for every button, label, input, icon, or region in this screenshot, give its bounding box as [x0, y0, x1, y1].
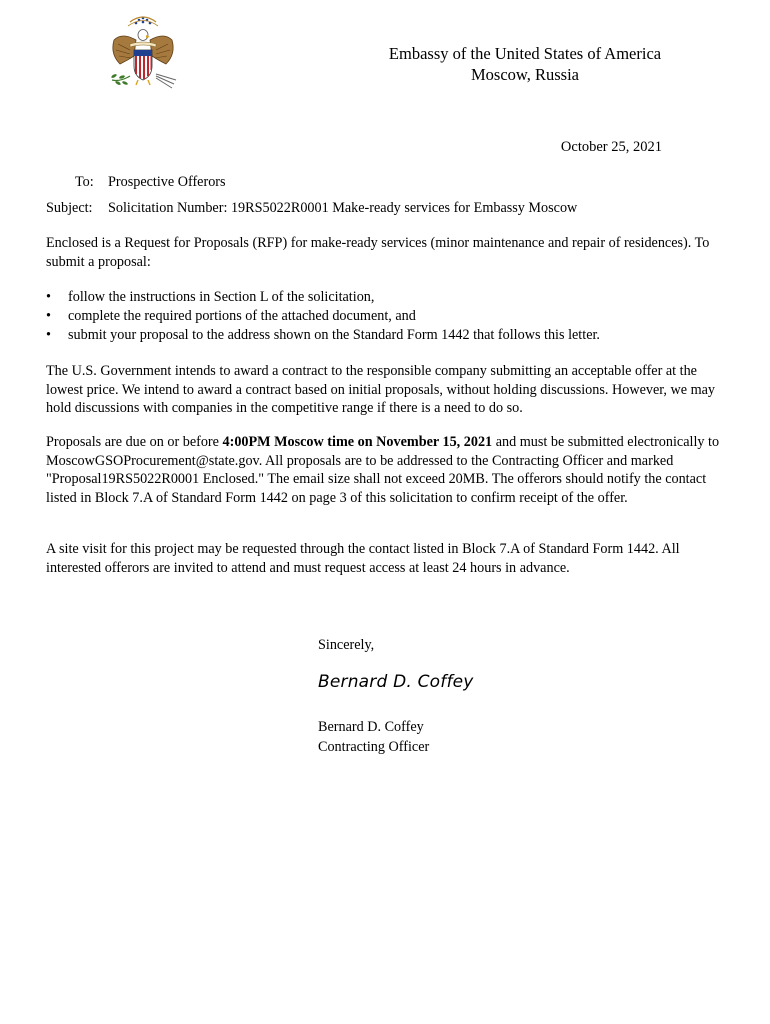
bullet-dot: •: [46, 308, 51, 324]
signer-title: Contracting Officer: [318, 739, 430, 755]
to-line: [75, 173, 226, 192]
list-item-text: follow the instructions in Section L of the solicitation,: [68, 289, 375, 305]
subject-label: Subject:: [46, 200, 93, 216]
due-deadline: 4:00PM Moscow time on November 15, 2021: [222, 434, 493, 450]
list-item: [46, 288, 726, 307]
signer-name: Bernard D. Coffey: [318, 719, 424, 735]
subject-line: [46, 199, 726, 218]
due-text-after: and must be submitted electronically to MoscowGSOProcurement@state.gov. All proposals are to be addressed to the Contracting Officer and marked "Proposal19RS5022R0001 Enclosed." The email size shall not exceed 20MB. The offerors should notify the contact listed in Block 7.A of Standard Form 1442 on page 3 of this solicitation to confirm receipt of the offer.: [46, 434, 720, 506]
great-seal-icon: [100, 10, 186, 100]
letter-date: October 25, 2021: [560, 139, 662, 155]
list-item: [46, 326, 726, 345]
handwritten-signature: Bernard D. Coffey: [318, 672, 474, 692]
to-value: Prospective Offerors: [108, 174, 226, 190]
signer-block: [318, 717, 429, 757]
list-item-text: submit your proposal to the address shown on the Standard Form 1442 that follows this letter.: [68, 327, 600, 343]
list-item: [46, 307, 726, 326]
intro-paragraph: Enclosed is a Request for Proposals (RFP) for make-ready services (minor maintenance and repair of residences). To submit a proposal:: [46, 235, 710, 270]
letterhead-line-city: Moscow, Russia: [470, 65, 579, 84]
letterhead-line-embassy: Embassy of the United States of America: [388, 44, 662, 63]
due-text-before: Proposals are due on or before: [46, 434, 223, 450]
list-item-text: complete the required portions of the attached document, and: [68, 308, 416, 324]
salutation: Sincerely,: [318, 637, 375, 653]
instruction-list: [46, 288, 726, 345]
bullet-dot: •: [46, 289, 51, 305]
embassy-letterhead: [340, 43, 710, 85]
due-date-paragraph: [46, 433, 726, 507]
subject-value: Solicitation Number: 19RS5022R0001 Make-ready services for Embassy Moscow: [108, 200, 578, 216]
award-paragraph: The U.S. Government intends to award a contract to the responsible company submitting an acceptable offer at the lowest price. We intend to award a contract based on initial proposals, without holding discussions. However, we may hold discussions with companies in the competitive range if there is a need to do so.: [46, 363, 716, 416]
bullet-dot: •: [46, 327, 51, 343]
to-label: To:: [75, 174, 94, 190]
site-visit-paragraph: A site visit for this project may be requested through the contact listed in Block 7.A of Standard Form 1442. All interested offerors are invited to attend and must request access at least 24 hours in advance.: [46, 541, 680, 576]
